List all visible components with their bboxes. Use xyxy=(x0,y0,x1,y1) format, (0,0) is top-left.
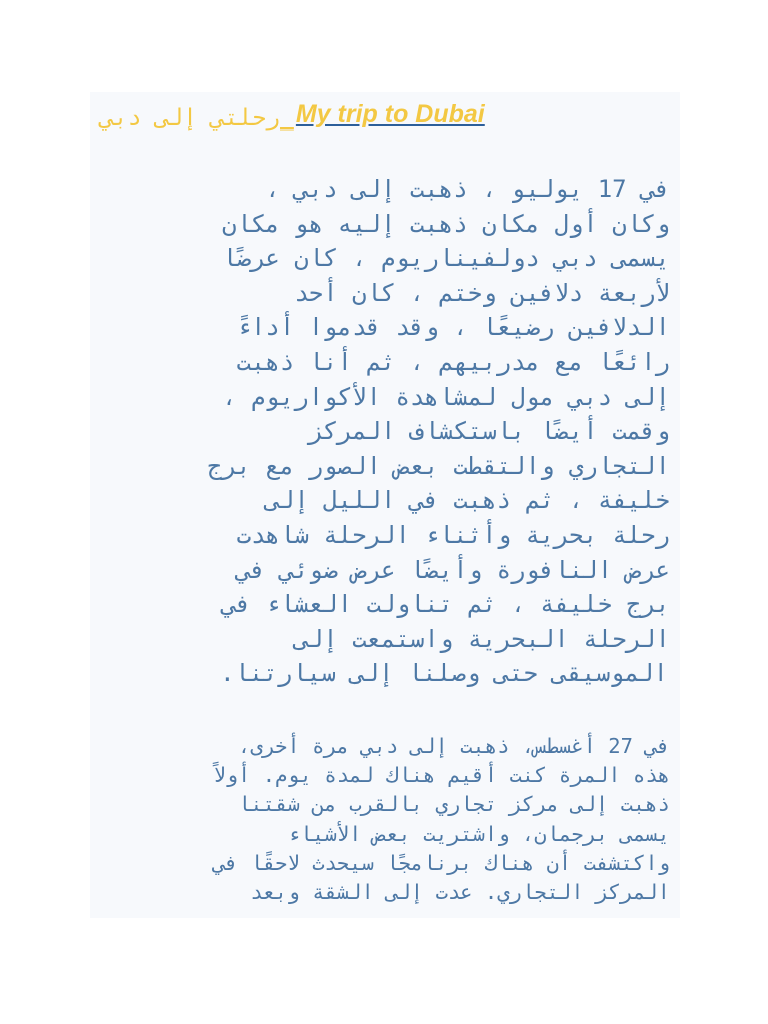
paragraph-line: الرحلة البحرية واستمعت إلى xyxy=(294,624,670,653)
document-content-box xyxy=(90,92,680,918)
paragraph-line: رائعًا مع مدربيهم ، ثم أنا ذهبت xyxy=(236,347,670,376)
paragraph-line: الموسيقى حتى وصلنا إلى سيارتنا. xyxy=(220,659,668,688)
paragraph-line: يسمى برجمان، واشتريت بعض الأشياء xyxy=(287,821,670,846)
paragraph-line: يسمى دبي دولفيناريوم ، كان عرضًا xyxy=(222,244,670,273)
title-arabic: رحلتي إلى دبي xyxy=(100,105,281,131)
paragraph-first-trip xyxy=(90,172,680,691)
paragraph-line: برج خليفة ، ثم تناولت العشاء في xyxy=(222,590,670,619)
paragraph-line: الدلافين رضيعًا ، وقد قدموا أداءً xyxy=(236,313,670,342)
paragraph-line: وقمت أيضًا باستكشاف المركز xyxy=(308,417,670,446)
paragraph-line: ذهبت إلى مركز تجاري بالقرب من شقتنا xyxy=(238,792,670,817)
paragraph-line: المركز التجاري. عدت إلى الشقة وبعد xyxy=(250,880,670,905)
title-separator: _ xyxy=(280,105,294,131)
paragraph-line: في 27 أغسطس، ذهبت إلى دبي مرة أخرى، xyxy=(238,734,670,758)
paragraph-line: رحلة بحرية وأثناء الرحلة شاهدت xyxy=(236,520,670,549)
paragraph-line: لأربعة دلافين وختم ، كان أحد xyxy=(294,278,670,307)
paragraph-line: إلى دبي مول لمشاهدة الأكواريوم ، xyxy=(222,382,670,411)
paragraph-line: خليفة ، ثم ذهبت في الليل إلى xyxy=(265,486,670,515)
paragraph-line: هذه المرة كنت أقيم هناك لمدة يوم. أولاً xyxy=(213,763,670,788)
paragraph-line: التجاري والتقطت بعض الصور مع برج xyxy=(207,451,670,480)
paragraph-line: واكتشفت أن هناك برنامجًا سيحدث لاحقًا في xyxy=(213,850,670,875)
paragraph-line: وكان أول مكان ذهبت إليه هو مكان xyxy=(222,209,670,238)
paragraph-second-trip xyxy=(90,732,680,907)
title-english: My trip to Dubai xyxy=(295,100,485,128)
paragraph-line: عرض النافورة وأيضًا عرض ضوئي في xyxy=(236,555,670,584)
document-title xyxy=(100,98,620,138)
paragraph-line: في 17 يوليو ، ذهبت إلى دبي ، xyxy=(265,175,670,203)
